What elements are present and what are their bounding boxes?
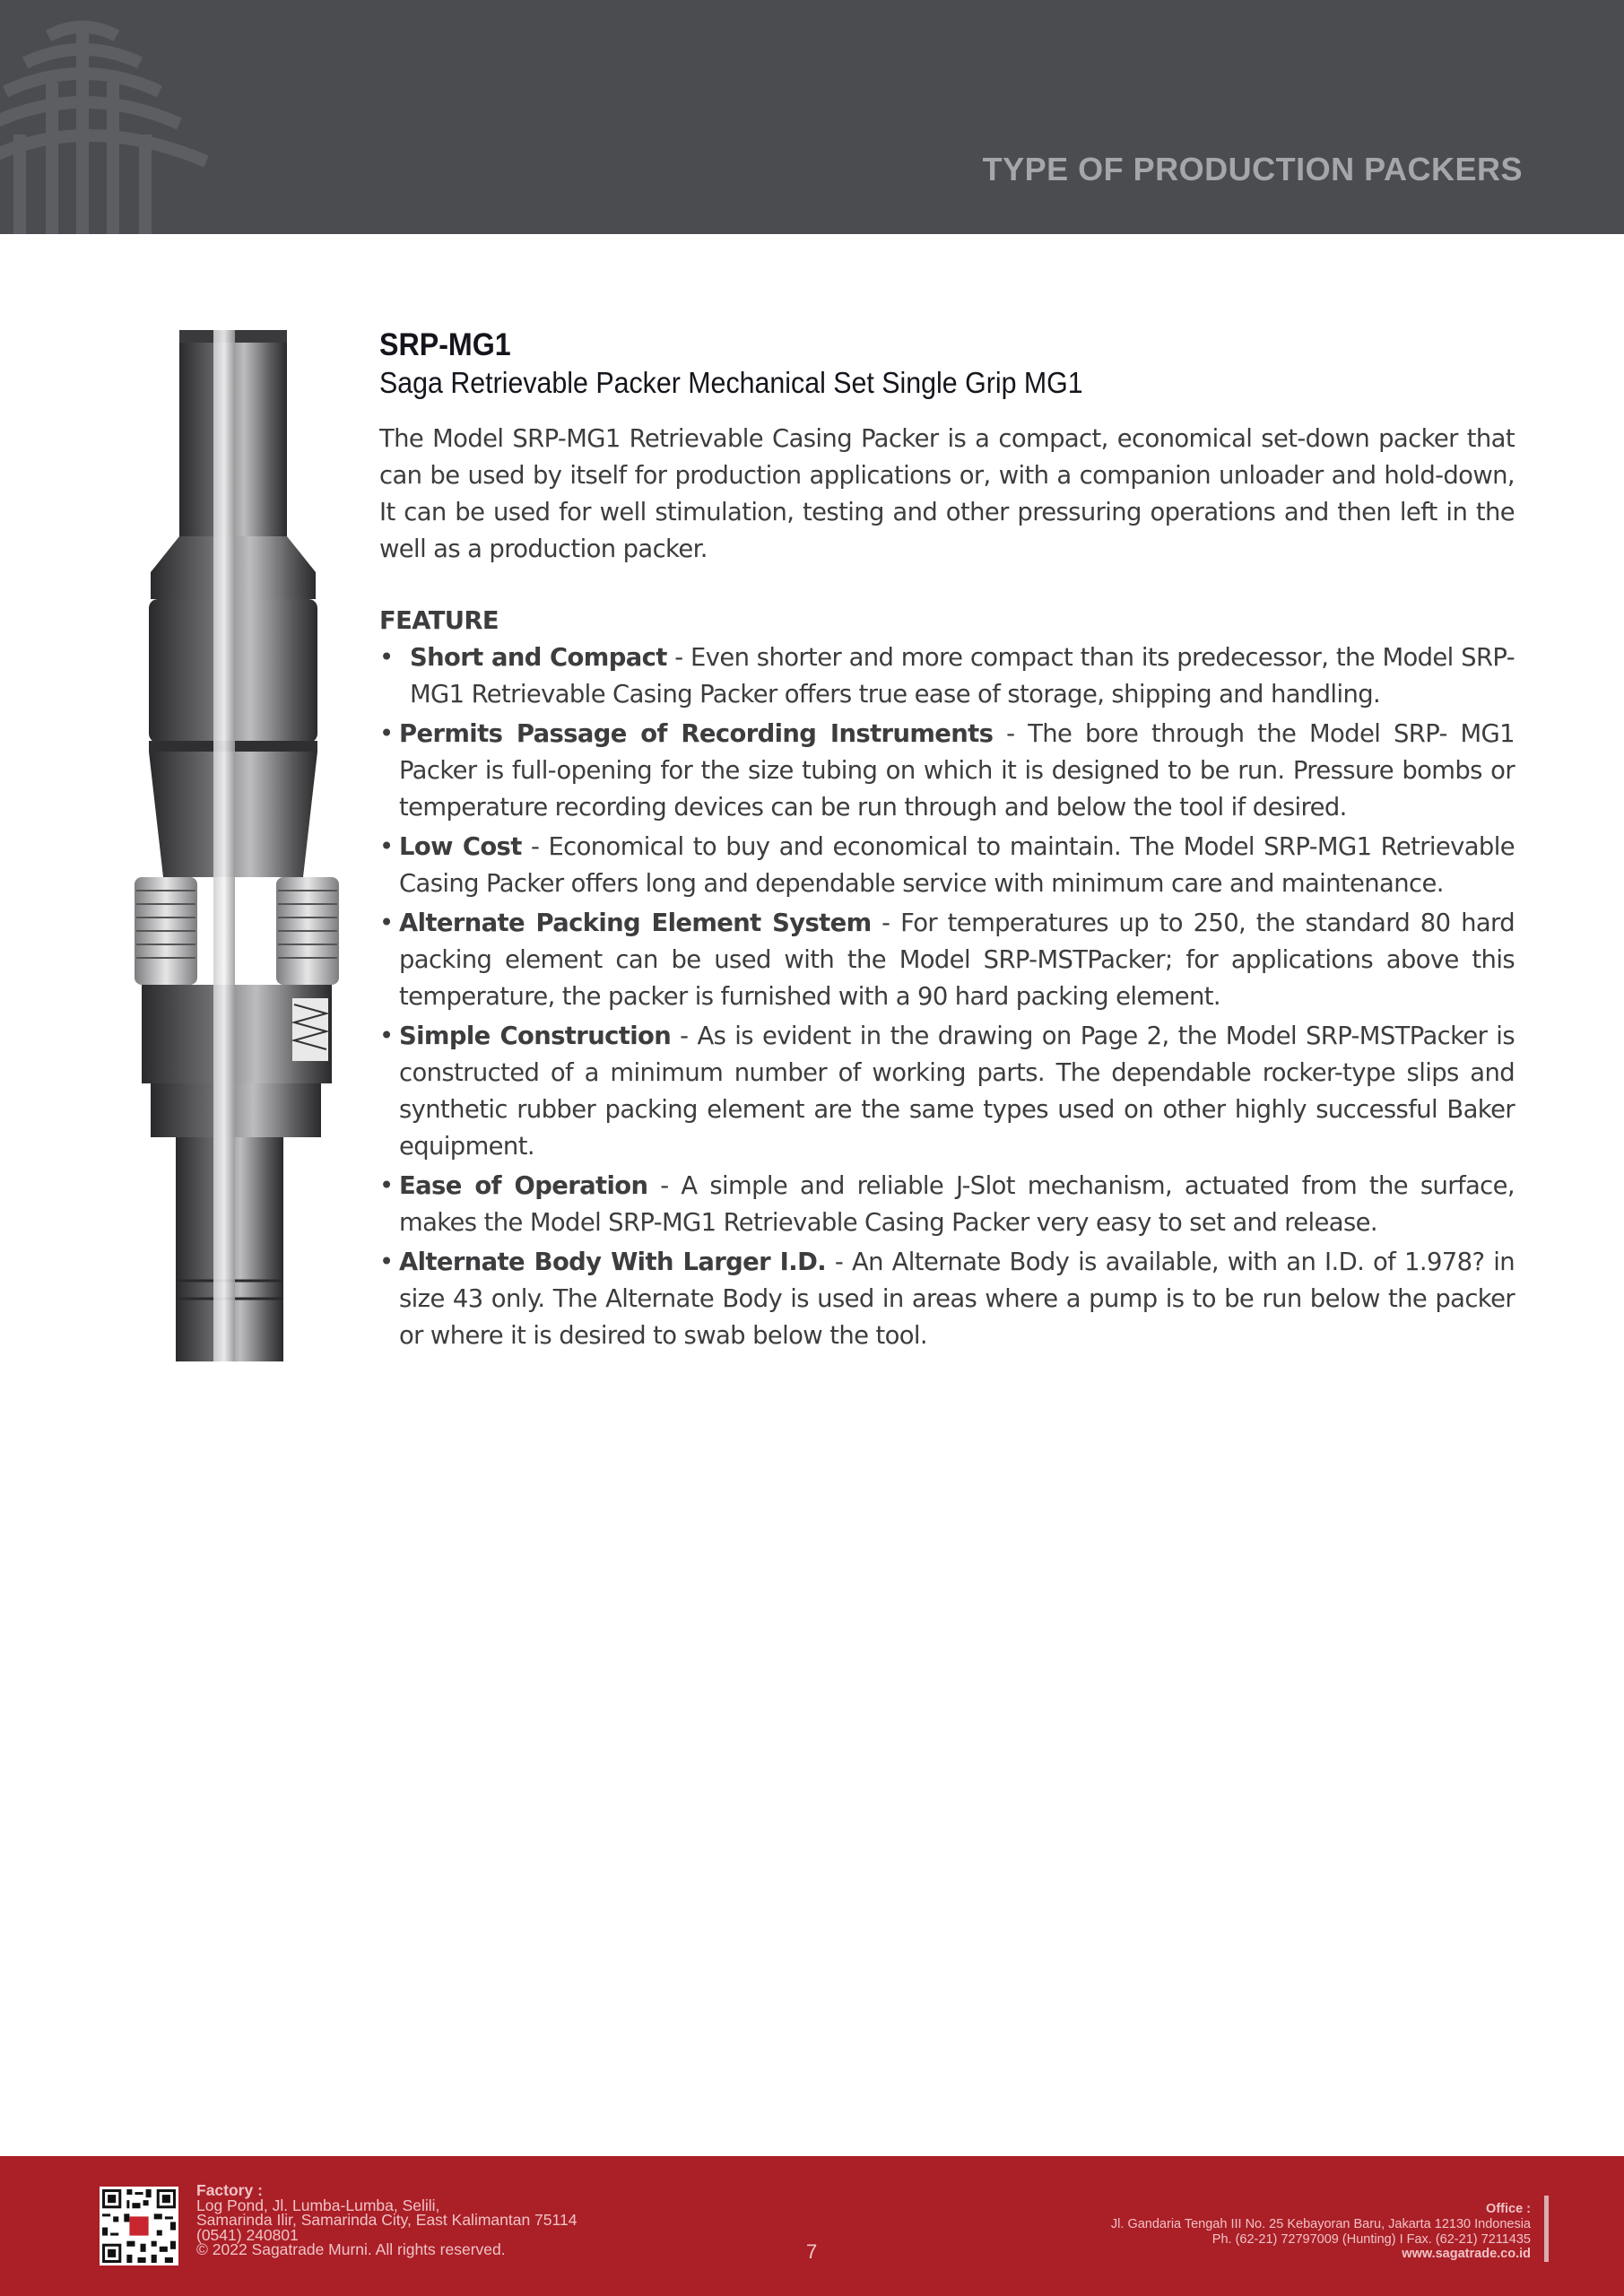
product-intro: The Model SRP-MG1 Retrievable Casing Packer is a compact, economical set-down packer that can be used by itself for production applications or, with a companion unloader and hold-down, It can be used for well stimulation, testing and other pressuring operations and then left in the well as a production packer. [379, 425, 1515, 563]
bullet-icon: • [379, 1172, 394, 1200]
factory-phone: (0541) 240801 [196, 2225, 299, 2244]
office-phone: Ph. (62-21) 72797009 (Hunting) I Fax. (62-21) 7211435 [1211, 2231, 1531, 2247]
bullet-icon: • [379, 720, 394, 748]
company-logo-watermark [0, 0, 233, 234]
product-description [379, 327, 1515, 1357]
feature-item [379, 905, 1515, 1015]
factory-address [196, 2183, 577, 2257]
bullet-icon: • [379, 1022, 394, 1050]
feature-heading: FEATURE [379, 607, 499, 635]
feature-title: Alternate Packing Element System [399, 909, 872, 937]
copyright: © 2022 Sagatrade Murni. All rights reserved. [196, 2240, 506, 2258]
feature-text: - The bore through the Model SRP- MG1 Packer is full-opening for the size tubing on which it is designed to be run. Pressure bombs or temperature recording devices can be run through and below the tool if desired. [399, 720, 1515, 822]
feature-item [379, 829, 1515, 902]
page-header [0, 0, 1624, 234]
feature-text: - Even shorter and more compact than its predecessor, the Model SRP-MG1 Retrievable Casing Packer offers true ease of storage, shipping and handling. [410, 644, 1515, 709]
feature-text: - Economical to buy and economical to maintain. The Model SRP-MG1 Retrievable Casing Packer offers long and dependable service with minimum care and maintenance. [399, 833, 1515, 898]
page-number: 7 [806, 2240, 818, 2263]
section-title: TYPE OF PRODUCTION PACKERS [982, 151, 1523, 187]
feature-item [379, 639, 1515, 713]
qr-code-icon [100, 2187, 178, 2266]
divider [1544, 2196, 1549, 2262]
feature-item [379, 1244, 1515, 1354]
feature-title: Ease of Operation [399, 1172, 648, 1200]
factory-line: Samarinda Ilir, Samarinda City, East Kalimantan 75114 [196, 2211, 578, 2229]
feature-text: - An Alternate Body is available, with an I.D. of 1.978? in size 43 only. The Alternate Body is used in areas where a pump is to be run below the packer or where it is desired to swab below the tool. [399, 1248, 1515, 1350]
feature-title: Permits Passage of Recording Instruments [399, 720, 994, 748]
page-footer [0, 2156, 1624, 2296]
feature-list [379, 639, 1515, 1354]
bullet-icon: • [379, 909, 394, 937]
website-link[interactable]: www.sagatrade.co.id [1402, 2247, 1531, 2262]
factory-label: Factory : [196, 2181, 263, 2199]
bullet-icon: • [379, 1248, 394, 1276]
feature-title: Simple Construction [399, 1022, 672, 1050]
office-line: Jl. Gandaria Tengah III No. 25 Kebayoran Baru, Jakarta 12130 Indonesia [1110, 2216, 1531, 2231]
feature-title: Alternate Body With Larger I.D. [399, 1248, 827, 1276]
bullet-icon: • [379, 644, 394, 672]
office-address [1111, 2202, 1531, 2262]
factory-line: Log Pond, Jl. Lumba-Lumba, Selili, [196, 2196, 440, 2214]
packer-illustration [124, 330, 350, 1361]
feature-item [379, 716, 1515, 826]
feature-text: - For temperatures up to 250, the standard 80 hard packing element can be used with the Model SRP-MSTPacker; for applications above this temperature, the packer is furnished with a 90 hard packing element. [399, 909, 1515, 1011]
product-name: Saga Retrievable Packer Mechanical Set Single Grip MG1 [379, 366, 1083, 399]
feature-item [379, 1018, 1515, 1165]
feature-text: - As is evident in the drawing on Page 2, the Model SRP-MSTPacker is constructed of a minimum number of working parts. The dependable rocker-type slips and synthetic rubber packing element are the same types used on other highly successful Baker equipment. [399, 1022, 1515, 1161]
feature-title: Low Cost [399, 833, 522, 861]
product-code: SRP-MG1 [379, 327, 511, 362]
bullet-icon: • [379, 833, 394, 861]
office-label: Office : [1486, 2202, 1531, 2216]
feature-title: Short and Compact [410, 644, 667, 672]
feature-item [379, 1168, 1515, 1241]
feature-text: - A simple and reliable J-Slot mechanism, actuated from the surface, makes the Model SRP-MG1 Retrievable Casing Packer very easy to set and release. [399, 1172, 1515, 1237]
